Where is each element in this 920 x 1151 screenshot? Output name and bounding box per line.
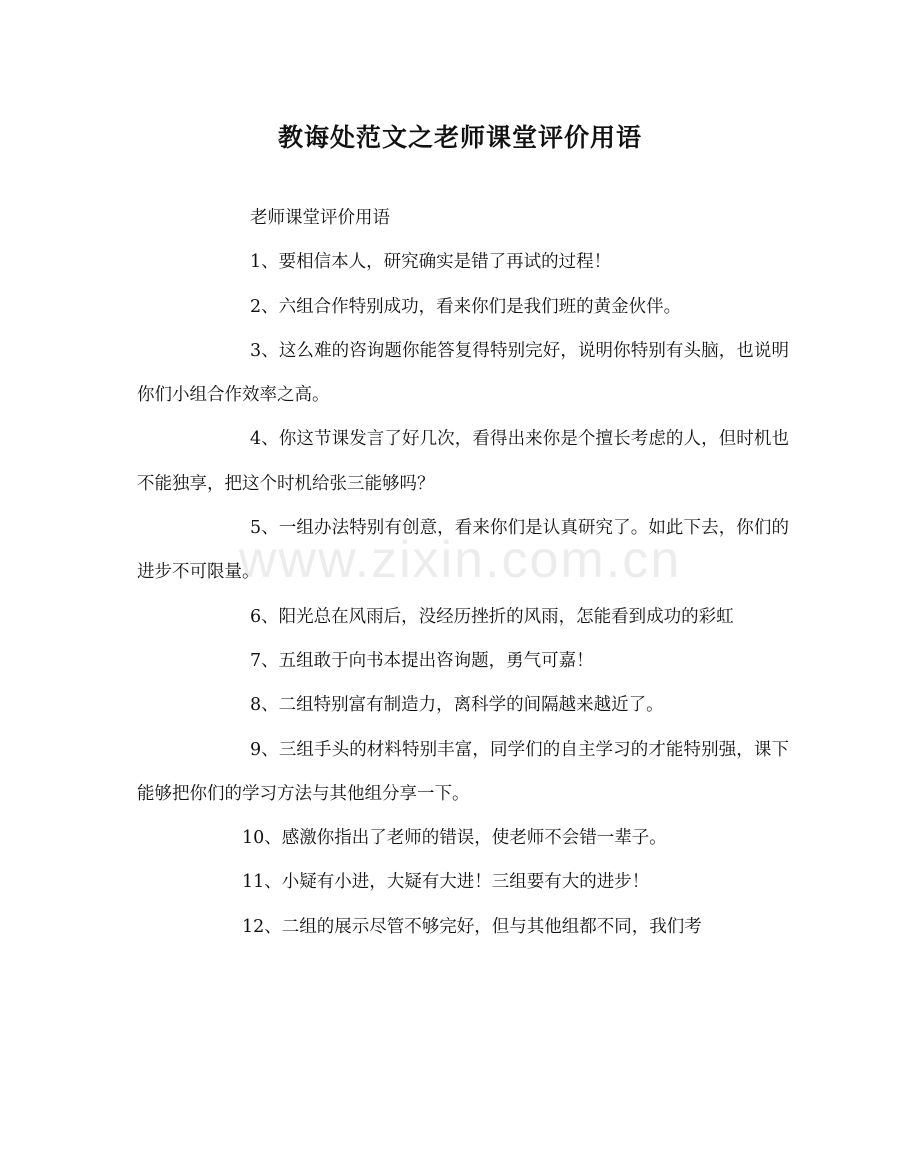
paragraph-1: 1、要相信本人，研究确实是错了再试的过程！	[250, 252, 612, 273]
paragraph-3: 3、这么难的咨询题你能答复得特别完好，说明你特别有头脑，也说明你们小组合作效率之高。	[137, 340, 789, 406]
watermark: www.zixin.com.cn	[238, 531, 682, 589]
paragraph-4: 4、你这节课发言了好几次，看得出来你是个擅长考虑的人，但时机也不能独享，把这个时机给张三能够吗？	[137, 429, 789, 494]
document-title: 教诲处范文之老师课堂评价用语	[277, 123, 642, 152]
paragraph-5: 5、一组办法特别有创意，看来你们是认真研究了。如此下去，你们的进步不可限量。	[137, 518, 789, 583]
paragraph-9: 9、三组手头的材料特别丰富，同学们的自主学习的才能特别强，课下能够把你们的学习方法与其他组分享一下。	[137, 739, 789, 804]
document-body	[137, 196, 789, 949]
paragraph-heading: 老师课堂评价用语	[250, 208, 390, 228]
paragraph-2: 2、六组合作特别成功，看来你们是我们班的黄金伙伴。	[250, 296, 682, 317]
paragraph-12: 12、二组的展示尽管不够完好，但与其他组都不同，我们考	[242, 916, 702, 937]
paragraph-7: 7、五组敢于向书本提出咨询题，勇气可嘉！	[250, 650, 594, 671]
paragraph-6: 6、阳光总在风雨后，没经历挫折的风雨，怎能看到成功的彩虹	[250, 606, 734, 627]
paragraph-8: 8、二组特别富有制造力，离科学的间隔越来越近了。	[250, 695, 664, 716]
paragraph-10: 10、感激你指出了老师的错误，使老师不会错一辈子。	[242, 828, 667, 849]
paragraph-11: 11、小疑有小进，大疑有大进！三组要有大的进步！	[242, 872, 650, 893]
